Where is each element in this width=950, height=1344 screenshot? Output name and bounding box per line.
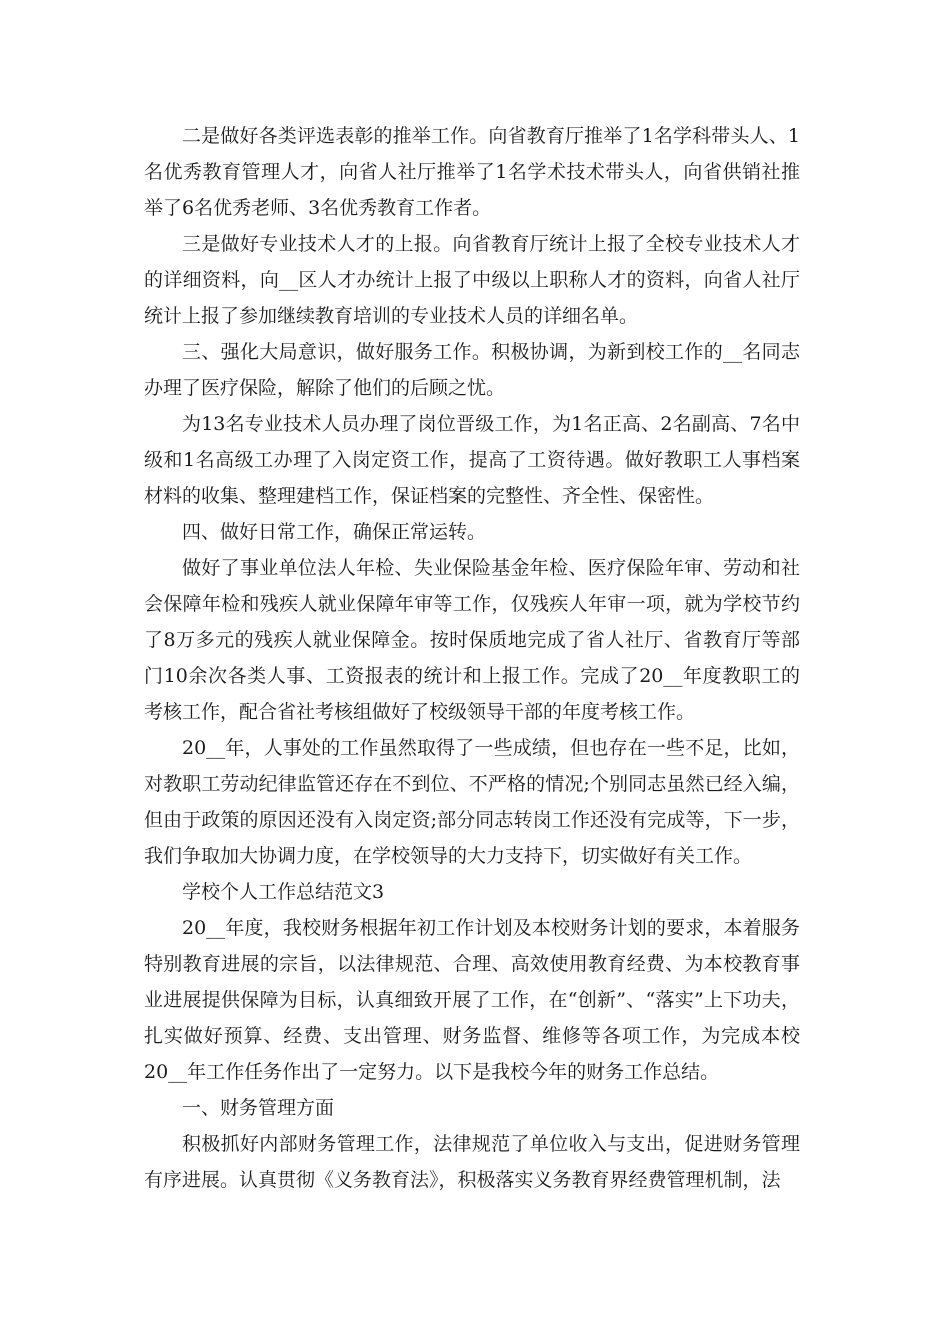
paragraph-service-heading: 三、强化大局意识，做好服务工作。积极协调，为新到校工作的__名同志办理了医疗保险，解除了他们的后顾之忧。 [144,341,800,399]
paragraph-promotion: 为13名专业技术人员办理了岗位晋级工作，为1名正高、2名副高、7名中级和1名高级工办理了入岗定资工作，提高了工资待遇。做好教职工人事档案材料的收集、整理建档工作，保证档案的完整性、齐全性、保密性。 [144,413,800,507]
paragraph-shortcomings: 20__年，人事处的工作虽然取得了一些成绩，但也存在一些不足，比如，对教职工劳动纪律监管还存在不到位、不严格的情况;个别同志虽然已经入编，但由于政策的原因还没有入岗定资;部分同志转岗工作还没有完成等，下一步，我们争取加大协调力度，在学校领导的大力支持下，切实做好有关工作。 [144,737,800,867]
paragraph-daily-work-heading: 四、做好日常工作，确保正常运转。 [182,521,487,543]
document-body [144,118,800,1198]
section-title-sample-3: 学校个人工作总结范文3 [182,881,385,903]
paragraph-recommendation: 二是做好各类评选表彰的推举工作。向省教育厅推举了1名学科带头人、1名优秀教育管理人才，向省人社厅推举了1名学术技术带头人，向省供销社推举了6名优秀老师、3名优秀教育工作者。 [144,125,800,219]
paragraph-talent-report: 三是做好专业技术人才的上报。向省教育厅统计上报了全校专业技术人才的详细资料，向__区人才办统计上报了中级以上职称人才的资料，向省人社厅统计上报了参加继续教育培训的专业技术人员的详细名单。 [144,233,800,327]
paragraph-finance-intro: 20__年度，我校财务根据年初工作计划及本校财务计划的要求，本着服务特别教育进展的宗旨，以法律规范、合理、高效使用教育经费、为本校教育事业进展提供保障为目标，认真细致开展了工作，在“创新”、“落实”上下功夫，扎实做好预算、经费、支出管理、财务监督、维修等各项工作，为完成本校20__年工作任务作出了一定努力。以下是我校今年的财务工作总结。 [144,917,800,1083]
paragraph-internal-finance: 积极抓好内部财务管理工作，法律规范了单位收入与支出，促进财务管理有序进展。认真贯彻《义务教育法》，积极落实义务教育界经费管理机制，法 [144,1133,800,1191]
paragraph-annual-inspection: 做好了事业单位法人年检、失业保险基金年检、医疗保险年审、劳动和社会保障年检和残疾人就业保障年审等工作，仅残疾人年审一项，就为学校节约了8万多元的残疾人就业保障金。按时保质地完成了省人社厅、省教育厅等部门10余次各类人事、工资报表的统计和上报工作。完成了20__年度教职工的考核工作，配合省社考核组做好了校级领导干部的年度考核工作。 [144,557,800,723]
paragraph-finance-heading: 一、财务管理方面 [182,1097,335,1119]
